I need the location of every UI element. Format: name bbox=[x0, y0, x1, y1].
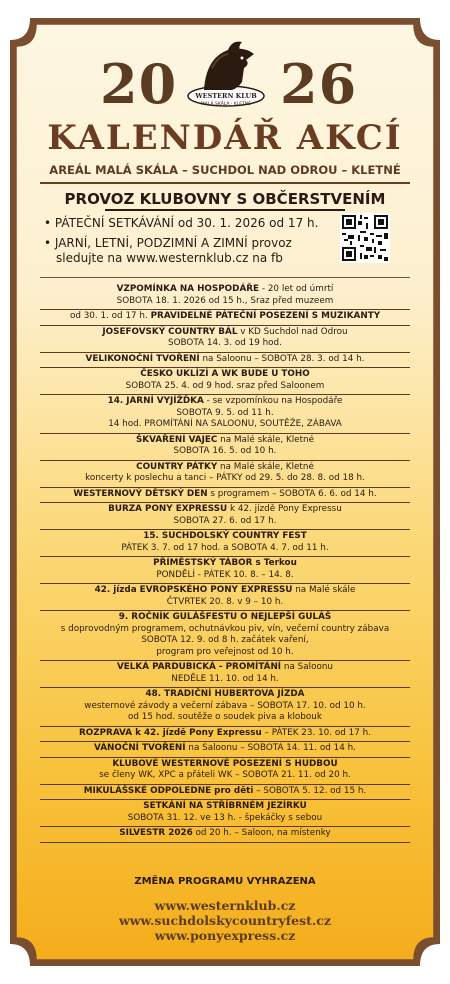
event-item bbox=[40, 688, 410, 727]
event-title-line bbox=[40, 585, 410, 597]
event-name: 42. jízda EVROPSKÉHO PONY EXPRESSU bbox=[94, 585, 293, 595]
event-name: VELIKONOČNÍ TVOŘENÍ bbox=[85, 353, 200, 364]
event-name: WESTERNOVÝ DĚTSKÝ DEN bbox=[73, 488, 208, 499]
bullet-friday-meetings: • PÁTEČNÍ SETKÁVÁNÍ od 30. 1. 2026 od 17 h. bbox=[44, 216, 319, 230]
event-title-line bbox=[40, 504, 410, 516]
page-title: KALENDÁŘ AKCÍ bbox=[47, 118, 403, 158]
event-item bbox=[40, 368, 410, 395]
event-detail: na Saloonu bbox=[281, 662, 333, 672]
event-title-line bbox=[40, 327, 410, 339]
heading-underline bbox=[105, 209, 345, 211]
website-links bbox=[0, 898, 450, 943]
event-info-line: s doprovodným programem, ochutnávkou piv, vín, večerní country zábava bbox=[60, 623, 390, 634]
event-name: 48. TRADIČNÍ HUBERTOVA JÍZDA bbox=[145, 689, 305, 699]
event-detail: v KD Suchdol nad Odrou bbox=[237, 326, 348, 337]
event-title-line bbox=[40, 828, 410, 840]
event-info-line: westernové závody a večerní zábava – SOBOTA 17. 10. od 10 h. bbox=[84, 700, 366, 711]
program-change-notice: ZMĚNA PROGRAMU VYHRAZENA bbox=[134, 876, 316, 887]
event-title-line bbox=[40, 354, 410, 366]
event-item bbox=[40, 353, 410, 369]
event-item bbox=[40, 758, 410, 785]
event-name: VÁNOČNÍ TVOŘENÍ bbox=[94, 743, 186, 753]
event-title-line bbox=[40, 311, 410, 323]
event-info-line: SOBOTA 25. 4. od 9 hod. sraz před Saloonem bbox=[125, 380, 325, 391]
event-name: 9. ROČNÍK GULÁŠFESTU O NEJLEPŠÍ GULÁŠ bbox=[118, 612, 332, 622]
event-info-line: se členy WK, XPC a přáteli WK – SOBOTA 21. 11. od 20 h. bbox=[99, 770, 351, 780]
event-info-line: PÁTEK 3. 7. od 17 hod. a SOBOTA 4. 7. od 11 h. bbox=[121, 542, 329, 553]
venue-subtitle: AREÁL MALÁ SKÁLA – SUCHDOL NAD ODROU – KLETNÉ bbox=[49, 163, 401, 177]
event-title-line bbox=[40, 801, 410, 813]
event-item bbox=[40, 283, 410, 310]
event-item bbox=[40, 557, 410, 584]
event-item bbox=[40, 503, 410, 530]
event-name: PŘÍMĚSTSKÝ TÁBOR s Terkou bbox=[153, 558, 297, 568]
event-detail: - 20 let od úmrtí bbox=[259, 284, 334, 294]
event-info-line: NEDĚLE 11. 10. od 14 h. bbox=[171, 673, 279, 684]
event-info-line: SOBOTA 16. 5. od 10 h. bbox=[173, 446, 277, 456]
event-name: KLUBOVÉ WESTERNOVÉ POSEZENÍ S HUDBOU bbox=[112, 758, 338, 769]
event-info-line: SOBOTA 27. 6. od 17 h. bbox=[173, 515, 277, 526]
event-item bbox=[40, 727, 410, 743]
event-name: SILVESTR 2026 bbox=[119, 828, 193, 838]
event-title-line bbox=[40, 489, 410, 501]
event-name: 14. JARNÍ VYJÍŽĎKA bbox=[107, 396, 204, 406]
event-title-line bbox=[40, 612, 410, 624]
event-item bbox=[40, 488, 410, 504]
event-item bbox=[40, 310, 410, 326]
event-name: ČESKO UKLÍZÍ A WK BUDE U TOHO bbox=[140, 369, 310, 379]
event-name: MIKULÁŠSKÉ ODPOLEDNE pro děti bbox=[83, 785, 254, 796]
year-first-half: 20 bbox=[100, 52, 178, 116]
event-item bbox=[40, 395, 410, 434]
event-item bbox=[40, 661, 410, 688]
event-name: JOSEFOVSKÝ COUNTRY BÁL bbox=[102, 326, 238, 337]
event-detail: na Malé skále bbox=[292, 585, 356, 595]
event-detail: na Malé skále, Kletné bbox=[217, 461, 314, 472]
event-title-line bbox=[40, 743, 410, 755]
event-title-line bbox=[40, 558, 410, 570]
event-detail: k 42. jízdě Pony Expressu bbox=[227, 504, 342, 514]
event-name: COUNTRY PÁTKY bbox=[136, 461, 218, 472]
event-title-line bbox=[40, 284, 410, 296]
event-title-line bbox=[40, 728, 410, 740]
event-info-line: PONDĚLÍ - PÁTEK 10. 8. – 14. 8. bbox=[156, 569, 294, 580]
event-title-line bbox=[40, 786, 410, 798]
event-detail: na Saloonu – SOBOTA 14. 11. od 14 h. bbox=[185, 743, 356, 753]
event-info-line: SOBOTA 31. 12. ve 13 h. - špekáčky s sebou bbox=[127, 812, 323, 823]
event-detail: – SOBOTA 5. 12. od 15 h. bbox=[253, 785, 367, 796]
event-name: PRAVIDELNÉ PÁTEČNÍ POSEZENÍ S MUZIKANTY bbox=[150, 311, 381, 321]
event-name: SETKÁNÍ NA STŘÍBRNÉM JEZÍRKU bbox=[143, 801, 307, 811]
event-name: VELKÁ PARDUBICKÁ - PROMÍTÁNÍ bbox=[116, 662, 282, 672]
event-info-line: SOBOTA 12. 9. od 8 h. začátek vaření, bbox=[141, 635, 309, 645]
divider bbox=[40, 182, 410, 184]
event-title-line bbox=[40, 759, 410, 771]
event-info-line: od 15 hod. soutěže o soudek piva a klobouk bbox=[128, 712, 322, 722]
event-item bbox=[40, 742, 410, 758]
event-name: 15. SUCHDOLSKÝ COUNTRY FEST bbox=[143, 531, 307, 541]
event-title-line bbox=[40, 396, 410, 408]
event-info-line: ČTVRTEK 20. 8. v 9 – 10 h. bbox=[166, 596, 284, 607]
section-divider bbox=[40, 277, 410, 278]
event-title-line bbox=[40, 462, 410, 474]
event-name: VZPOMÍNKA NA HOSPODÁŘE bbox=[116, 284, 260, 294]
event-info-line: SOBOTA 14. 3. od 19 hod. bbox=[168, 338, 282, 348]
event-detail: – PÁTEK 23. 10. od 17 h. bbox=[261, 727, 371, 738]
event-info-line: SOBOTA 9. 5. od 11 h. bbox=[176, 407, 274, 418]
event-list bbox=[40, 283, 410, 843]
event-name: ROZPRAVA k 42. jízdě Pony Expressu bbox=[78, 727, 262, 738]
logo-text: WESTERN KLUB bbox=[195, 92, 257, 100]
event-title-line bbox=[40, 369, 410, 381]
event-item bbox=[40, 827, 410, 843]
event-detail: - se vzpomínkou na Hospodáře bbox=[203, 396, 343, 406]
event-detail: s programem – SOBOTA 6. 6. od 14 h. bbox=[207, 488, 377, 499]
event-name: BURZA PONY EXPRESSU bbox=[108, 504, 228, 514]
link-countryfest[interactable]: www.suchdolskycountryfest.cz bbox=[119, 913, 331, 928]
event-title-line bbox=[40, 435, 410, 447]
event-detail: od 20 h. – Saloon, na místenky bbox=[192, 828, 331, 838]
event-info-line: SOBOTA 18. 1. 2026 od 15 h., Sraz před muzeem bbox=[116, 295, 334, 306]
event-name: ŠKVAŘENÍ VAJEC bbox=[135, 434, 218, 445]
event-title-line bbox=[40, 662, 410, 674]
event-item bbox=[40, 326, 410, 353]
event-title-line bbox=[40, 531, 410, 543]
event-info-line: program pro veřejnost od 10 h. bbox=[156, 646, 294, 657]
event-item bbox=[40, 584, 410, 611]
event-info-line: 14 hod. PROMÍTÁNÍ NA SALOONU, SOUTĚŽE, ZÁBAVA bbox=[108, 419, 342, 429]
clubhouse-heading: PROVOZ KLUBOVNY S OBČERSTVENÍM bbox=[64, 190, 386, 208]
bullet-seasonal-operation-cont: sledujte na www.westernklub.cz na fb bbox=[56, 251, 283, 265]
logo-subtext: MALÁ SKÁLA · KLETNÉ bbox=[200, 102, 252, 107]
link-westernklub[interactable]: www.westernklub.cz bbox=[154, 898, 296, 913]
event-item bbox=[40, 530, 410, 557]
year-second-half: 26 bbox=[280, 52, 358, 116]
event-date-prefix: od 30. 1. od 17 h. bbox=[69, 311, 151, 321]
qr-code[interactable] bbox=[340, 213, 390, 263]
event-item bbox=[40, 785, 410, 801]
event-title-line bbox=[40, 689, 410, 701]
event-item bbox=[40, 434, 410, 461]
event-item bbox=[40, 461, 410, 488]
event-info-line: koncerty k poslechu a tanci – PÁTKY od 29. 5. do 28. 8. od 18 h. bbox=[85, 473, 365, 483]
event-detail: na Saloonu – SOBOTA 28. 3. od 14 h. bbox=[199, 353, 365, 364]
bullet-seasonal-operation: • JARNÍ, LETNÍ, PODZIMNÍ A ZIMNÍ provoz bbox=[44, 236, 292, 250]
link-ponyexpress[interactable]: www.ponyexpress.cz bbox=[154, 928, 296, 943]
event-item bbox=[40, 800, 410, 827]
event-detail: na Malé skále, Kletné bbox=[217, 434, 315, 445]
event-item bbox=[40, 611, 410, 661]
